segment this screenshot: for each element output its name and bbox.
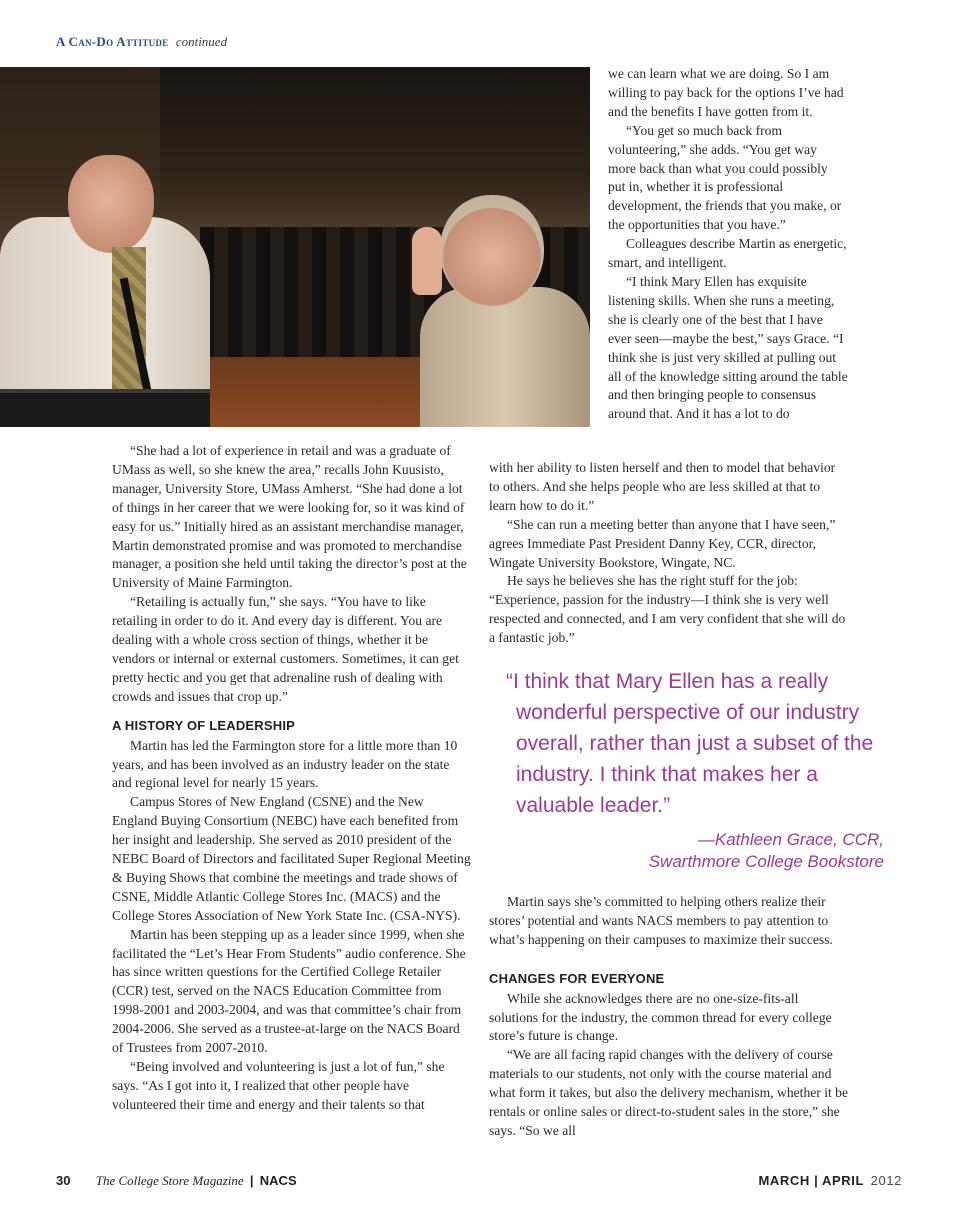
body-paragraph: “Retailing is actually fun,” she says. “You have to like retailing in order to do it. And every day is different. You are dealing with a whole cross section of things, whether it be vendors or internal or external customers. Sometimes, it can get pretty hectic and you get that adrenaline rush of dealing with crowds and issues that crop up.” xyxy=(112,594,459,704)
body-paragraph: “We are all facing rapid changes with the delivery of course materials to our students, not only with the course material and what form it takes, but also the delivery mechanism, whether it be rentals or online sales or direct-to-student sales in the store,” she says. “So we all xyxy=(489,1047,848,1138)
body-paragraph: Martin says she’s committed to helping others realize their stores’ potential and wants NACS members to pay attention to what’s happening on their campuses to maximize their success. xyxy=(489,894,833,947)
footer-org: NACS xyxy=(259,1173,297,1188)
magazine-title: The College Store Magazine xyxy=(95,1173,244,1188)
body-paragraph: Colleagues describe Martin as energetic, smart, and intelligent. xyxy=(608,236,847,271)
body-paragraph: He says he believes she has the right stuff for the job: “Experience, passion for the industry—I think she is very well respected and connected, and I am very confident that she will do a fantastic job.” xyxy=(489,573,846,646)
footer-right xyxy=(758,1173,902,1188)
body-paragraph: Martin has led the Farmington store for a little more than 10 years, and has been involved as an industry leader on the state and regional level for nearly 15 years. xyxy=(112,737,458,791)
section-heading: A HISTORY OF LEADERSHIP xyxy=(112,717,296,733)
pull-quote-attribution-org: Swarthmore College Bookstore xyxy=(648,852,884,871)
body-paragraph: we can learn what we are doing. So I am willing to pay back for the options I’ve had and the benefits I have gotten from it. xyxy=(608,66,844,119)
left-column xyxy=(112,442,472,1115)
running-head-continued: continued xyxy=(175,34,228,49)
body-paragraph: with her ability to listen herself and then to model that behavior to others. And she helps people who are less skilled at that to learn how to do it.” xyxy=(489,460,836,513)
page-number: 30 xyxy=(56,1173,71,1188)
issue-year: 2012 xyxy=(870,1173,902,1188)
footer-left xyxy=(56,1173,297,1189)
right-column-top xyxy=(608,65,848,424)
body-paragraph: Campus Stores of New England (CSNE) and the New England Buying Consortium (NEBC) have each benefited from her insight and leadership. She served as 2010 president of the NEBC Board of Directors and facilitated Super Regional Meeting & Buying Shows that combine the meetings and trade shows of CSNE, Middle Atlantic College Stores Inc. (MACS) and the College Stores Association of New York State Inc. (CSA-NYS). xyxy=(112,794,471,923)
issue-months: MARCH | APRIL xyxy=(758,1173,865,1188)
pull-quote-attribution xyxy=(506,829,896,873)
footer-separator: | xyxy=(249,1173,254,1188)
body-paragraph: “You get so much back from volunteering,” she adds. “You get way more back than what you could possibly put in, whether it is professional development, the friends that you make, or the opportunities that you have.” xyxy=(608,122,842,233)
body-paragraph: “I think Mary Ellen has exquisite listening skills. When she runs a meeting, she is clearly one of the best that I have ever seen—maybe the best,” says Grace. “I think she is just very skilled at pulling out all of the knowledge sitting around the table and then bringing people to consensus around that. And it has a lot to do xyxy=(608,273,848,422)
body-paragraph: “She can run a meeting better than anyone that I have seen,” agrees Immediate Past President Danny Key, CCR, director, Wingate University Bookstore, Wingate, NC. xyxy=(489,516,836,570)
body-paragraph: “She had a lot of experience in retail and was a graduate of UMass as well, so she knew the area,” recalls John Kuusisto, manager, University Store, UMass Amherst. “She had done a lot of things in her career that we were looking for, so it was kind of easy for us.” Initially hired as an assistant merchandise manager, Martin demonstrated promise and was promoted to merchandise manager, a position she held until taking the director’s post at the University of Maine Farmington. xyxy=(112,443,467,591)
pull-quote xyxy=(506,666,896,873)
section-heading: CHANGES FOR EVERYONE xyxy=(489,970,665,986)
pull-quote-text: “I think that Mary Ellen has a really wonderful perspective of our industry overall, rather than just a subset of the industry. I think that makes her a valuable leader.” xyxy=(506,670,874,817)
right-column-bottom xyxy=(489,893,849,1141)
article-photo xyxy=(0,67,590,427)
body-paragraph: “Being involved and volunteering is just a lot of fun,” she says. “As I got into it, I realized that other people have volunteered their time and energy and their talents so that xyxy=(112,1059,445,1112)
right-column-middle xyxy=(489,459,849,648)
pull-quote-attribution-name: —Kathleen Grace, CCR, xyxy=(697,830,884,849)
running-head xyxy=(56,34,227,50)
running-head-title: A Can-Do Attitude xyxy=(56,34,169,49)
body-paragraph: While she acknowledges there are no one-size-fits-all solutions for the industry, the common thread for every college store’s future is change. xyxy=(489,990,832,1044)
body-paragraph: Martin has been stepping up as a leader since 1999, when she facilitated the “Let’s Hear From Students” audio conference. She has since written questions for the Certified College Retailer (CCR) test, served on the NACS Education Committee from 1998-2001 and 2003-2004, and was that committee’s chair from 2004-2006. She served as a trustee-at-large on the NACS Board of Trustees from 2007-2010. xyxy=(112,926,466,1056)
